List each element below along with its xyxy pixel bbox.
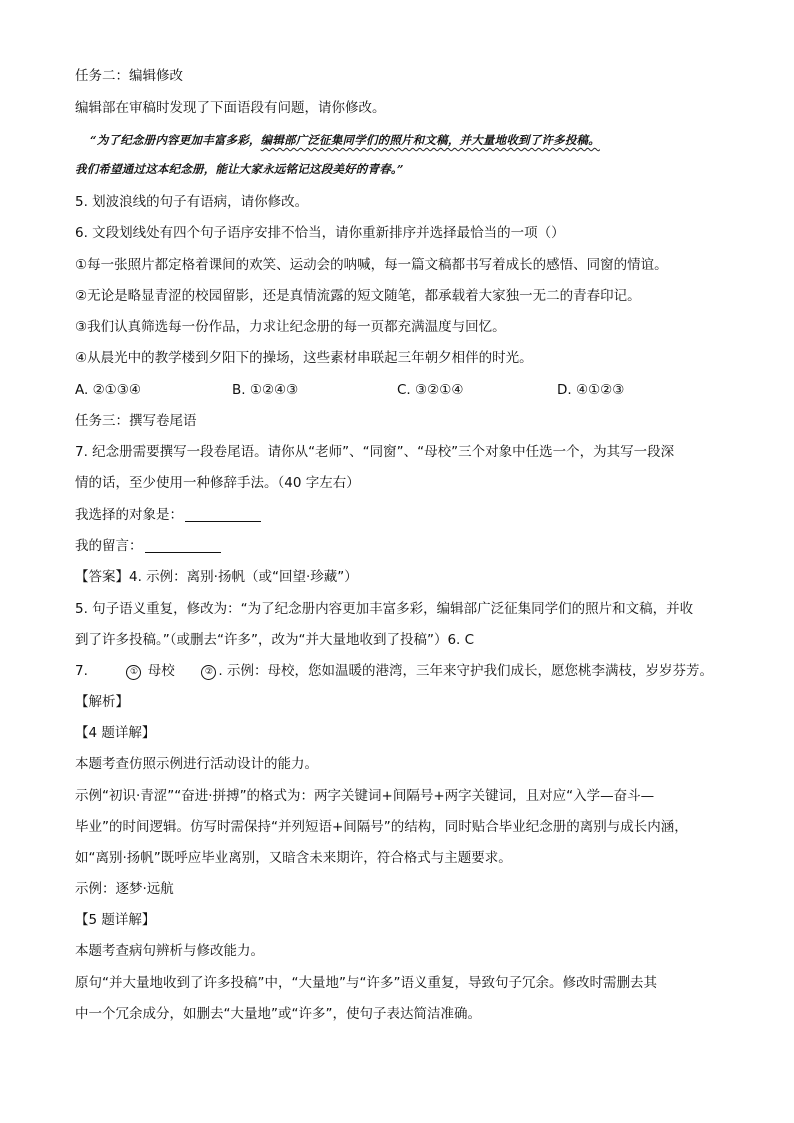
sentence-1: ①每一张照片都定格着课间的欢笑、运动会的呐喊，每一篇文稿都书写着成长的感悟、同窗的情谊。 [75,257,668,273]
q5-detail-heading: 【5 题详解】 [75,912,156,928]
q4-example: 示例：逐梦·远航 [75,881,174,897]
q4-paragraph-line-1: 示例“初识·青涩”“奋进·拼搏”的格式为：两字关键词+间隔号+两字关键词，且对应“入学—奋斗— [75,788,655,804]
q4-paragraph-line-2: 毕业”的时间逻辑。仿写时需保持“并列短语+间隔号”的结构，同时贴合毕业纪念册的离别与成长内涵， [75,819,688,835]
sentence-2: ②无论是略显青涩的校园留影，还是真情流露的短文随笔，都承载着大家独一无二的青春印记。 [75,288,641,304]
answer-line-3: 到了许多投稿。”（或删去“许多”，改为“并大量地收到了投稿”）6. C [75,632,475,648]
q4-detail-heading: 【4 题详解】 [75,725,156,741]
analysis-heading: 【解析】 [75,694,129,710]
message-blank [145,538,221,553]
q4-intro: 本题考查仿照示例进行活动设计的能力。 [75,756,318,772]
q4-paragraph-line-3: 如“离别·扬帆”既呼应毕业离别，又暗含未来期许，符合格式与主题要求。 [75,850,512,866]
passage-line-2: 我们希望通过这本纪念册，能让大家永远铭记这段美好的青春。” [75,162,404,176]
sentence-4: ④从晨光中的教学楼到夕阳下的操场，这些素材串联起三年朝夕相伴的时光。 [75,350,533,366]
question-6: 6. 文段划线处有四个句子语序安排不恰当，请你重新排序并选择最恰当的一项（） [75,225,565,241]
sentence-3: ③我们认真筛选每一份作品，力求让纪念册的每一页都充满温度与回忆。 [75,319,506,335]
wavy-underlined-sentence: 编辑部广泛征集同学们的照片和文稿，并大量地收到了许多投稿。 [260,133,600,147]
question-5: 5. 划波浪线的句子有语病，请你修改。 [75,194,309,210]
option-c: C. ③②①④ [397,382,464,398]
choice-blank [185,507,261,522]
q5-intro: 本题考查病句辨析与修改能力。 [75,943,264,959]
answer-line-4 [75,662,725,681]
q5-paragraph-line-2: 中一个冗余成分，如删去“大量地”或“许多”，使句子表达简洁准确。 [75,1006,481,1022]
task3-heading: 任务三：撰写卷尾语 [75,413,197,429]
choice-label: 我选择的对象是： [75,507,183,523]
passage-line-1 [90,131,730,150]
task2-intro: 编辑部在审稿时发现了下面语段有问题，请你修改。 [75,100,386,116]
passage-line-1-start: “为了纪念册内容更加丰富多彩， [90,133,261,147]
circled-number-1: ① [126,665,141,680]
message-row [75,537,725,556]
question-7-line-2: 情的话，至少使用一种修辞手法。（40 字左右） [75,475,360,491]
answer-q7-part2: . 示例：母校，您如温暖的港湾，三年来守护我们成长，愿您桃李满枝，岁岁芬芳。 [218,663,713,679]
option-b: B. ①②④③ [232,382,299,398]
message-label: 我的留言： [75,538,143,554]
option-a: A. ②①③④ [75,382,141,398]
answer-line-1: 【答案】4. 示例：离别·扬帆（或“回望·珍藏”） [75,569,358,585]
circled-number-2: ② [201,665,216,680]
answer-q7-number: 7. [75,663,88,679]
choice-row [75,506,725,525]
task2-heading: 任务二：编辑修改 [75,68,183,84]
answer-q7-part1: 母校 [147,663,175,679]
option-d: D. ④①②③ [557,382,625,398]
q5-paragraph-line-1: 原句“并大量地收到了许多投稿”中，“大量地”与“许多”语义重复，导致句子冗余。修改时需删去其 [75,975,657,991]
answer-line-2: 5. 句子语义重复，修改为：“为了纪念册内容更加丰富多彩，编辑部广泛征集同学们的照片和文稿，并收 [75,601,694,617]
question-7-line-1: 7. 纪念册需要撰写一段卷尾语。请你从“老师”、“同窗”、“母校”三个对象中任选一个，为其写一段深 [75,444,675,460]
